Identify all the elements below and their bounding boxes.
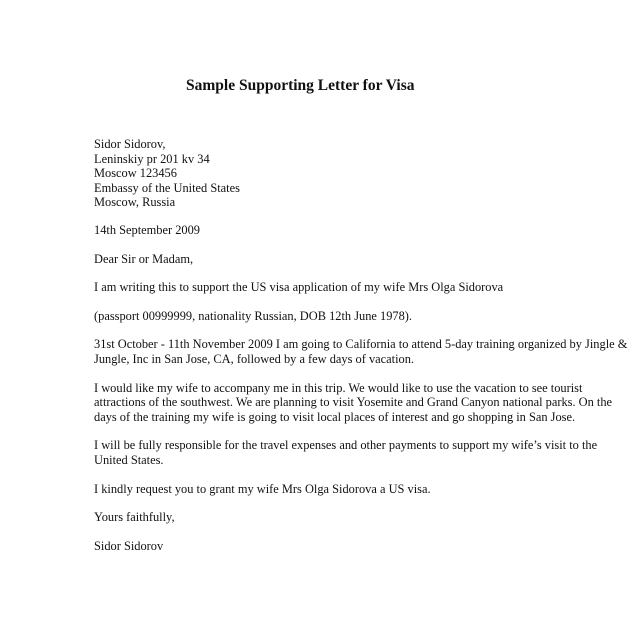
signature-text: Sidor Sidorov bbox=[94, 538, 164, 553]
paragraph-line: I kindly request you to grant my wife Mrs Olga Sidorova a US visa. bbox=[94, 481, 431, 496]
paragraph-line: I am writing this to support the US visa application of my wife Mrs Olga Sidorova bbox=[94, 280, 504, 295]
signature bbox=[94, 539, 638, 554]
closing bbox=[94, 510, 638, 525]
letter-body bbox=[94, 137, 638, 567]
paragraph-accompany bbox=[94, 381, 638, 425]
paragraph-line: I will be fully responsible for the travel expenses and other payments to support my wife’s visit to the bbox=[94, 438, 598, 453]
letter-date bbox=[94, 223, 638, 238]
address-line: Moscow 123456 bbox=[94, 166, 177, 181]
closing-text: Yours faithfully, bbox=[94, 510, 175, 525]
address-line: Leninskiy pr 201 kv 34 bbox=[94, 151, 210, 166]
paragraph-trip bbox=[94, 337, 638, 366]
letter-title: Sample Supporting Letter for Visa bbox=[186, 77, 415, 94]
paragraph-line: United States. bbox=[94, 452, 164, 467]
paragraph-line: attractions of the southwest. We are planning to visit Yosemite and Grand Canyon national parks. On the bbox=[94, 395, 613, 410]
paragraph-line: I would like my wife to accompany me in this trip. We would like to use the vacation to see tourist bbox=[94, 380, 583, 395]
salutation bbox=[94, 252, 638, 267]
address-line: Embassy of the United States bbox=[94, 180, 240, 195]
paragraph-request bbox=[94, 482, 638, 497]
paragraph-responsibility bbox=[94, 438, 638, 467]
address-line: Sidor Sidorov, bbox=[94, 137, 166, 151]
paragraph-passport bbox=[94, 309, 638, 324]
address-line: Moscow, Russia bbox=[94, 195, 176, 210]
paragraph-line: (passport 00999999, nationality Russian, DOB 12th June 1978). bbox=[94, 308, 413, 323]
salutation-text: Dear Sir or Madam, bbox=[94, 251, 194, 266]
paragraph-line: days of the training my wife is going to visit local places of interest and go shopping in San Jose. bbox=[94, 409, 576, 424]
date-text: 14th September 2009 bbox=[94, 222, 200, 237]
paragraph-line: Jungle, Inc in San Jose, CA, followed by a few days of vacation. bbox=[94, 351, 415, 366]
paragraph-line: 31st October - 11th November 2009 I am going to California to attend 5-day training organized by Jingle & bbox=[94, 337, 628, 352]
paragraph-support bbox=[94, 280, 638, 295]
sender-address bbox=[94, 137, 638, 210]
